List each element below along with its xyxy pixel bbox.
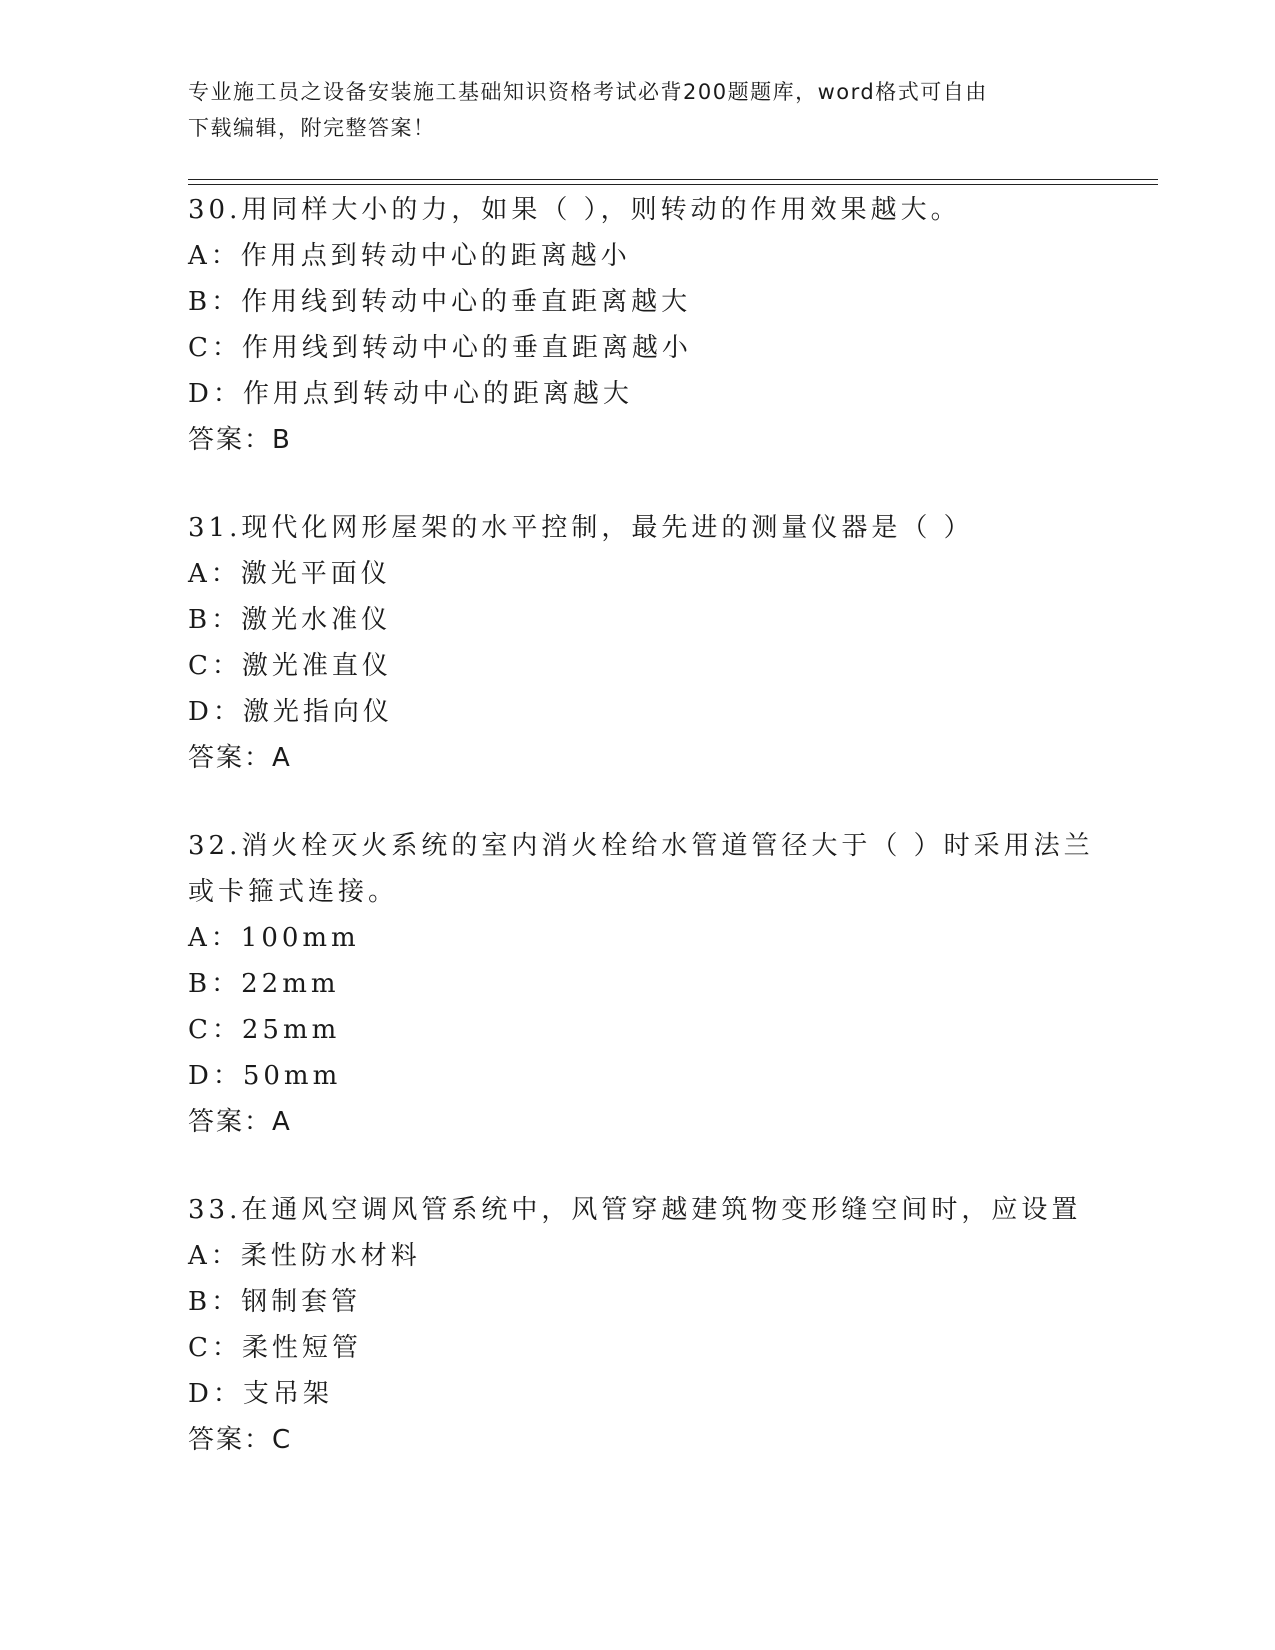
header-line-1: 专业施工员之设备安装施工基础知识资格考试必背200题题库，word格式可自由 <box>188 80 988 104</box>
question-stem-line-1: 32.消火栓灭火系统的室内消火栓给水管道管径大于（ ）时采用法兰 <box>188 831 1094 861</box>
question-stem: 33.在通风空调风管系统中，风管穿越建筑物变形缝空间时，应设置 <box>188 1195 1082 1225</box>
header-divider-top <box>188 179 1158 180</box>
option-d: D：作用点到转动中心的距离越大 <box>188 379 633 409</box>
option-b: B：钢制套管 <box>188 1287 362 1317</box>
option-d: D：激光指向仪 <box>188 697 393 727</box>
option-d: D：50mm <box>188 1061 342 1091</box>
document-header <box>188 74 1078 146</box>
option-c: C：激光准直仪 <box>188 651 392 681</box>
option-a: A：柔性防水材料 <box>188 1241 421 1271</box>
header-line-2: 下载编辑，附完整答案！ <box>188 116 436 140</box>
option-a: A：作用点到转动中心的距离越小 <box>188 241 631 271</box>
option-d: D：支吊架 <box>188 1379 333 1409</box>
question-32 <box>188 823 1094 1145</box>
answer-label: 答案：B <box>188 425 292 455</box>
option-b: B：22mm <box>188 969 340 999</box>
question-30 <box>188 187 1088 463</box>
header-divider-bottom <box>188 184 1158 185</box>
option-b: B：激光水准仪 <box>188 605 392 635</box>
answer-label: 答案：A <box>188 1107 292 1137</box>
option-a: A：激光平面仪 <box>188 559 391 589</box>
question-stem-line-2: 或卡箍式连接。 <box>188 877 399 907</box>
question-31 <box>188 505 1088 781</box>
question-33 <box>188 1187 1088 1463</box>
option-c: C：25mm <box>188 1015 341 1045</box>
answer-label: 答案：C <box>188 1425 293 1455</box>
option-c: C：柔性短管 <box>188 1333 362 1363</box>
option-c: C：作用线到转动中心的垂直距离越小 <box>188 333 692 363</box>
question-stem: 30.用同样大小的力，如果（ ），则转动的作用效果越大。 <box>188 195 961 225</box>
answer-label: 答案：A <box>188 743 292 773</box>
option-a: A：100mm <box>188 923 360 953</box>
option-b: B：作用线到转动中心的垂直距离越大 <box>188 287 692 317</box>
question-stem: 31.现代化网形屋架的水平控制，最先进的测量仪器是（ ） <box>188 513 974 543</box>
